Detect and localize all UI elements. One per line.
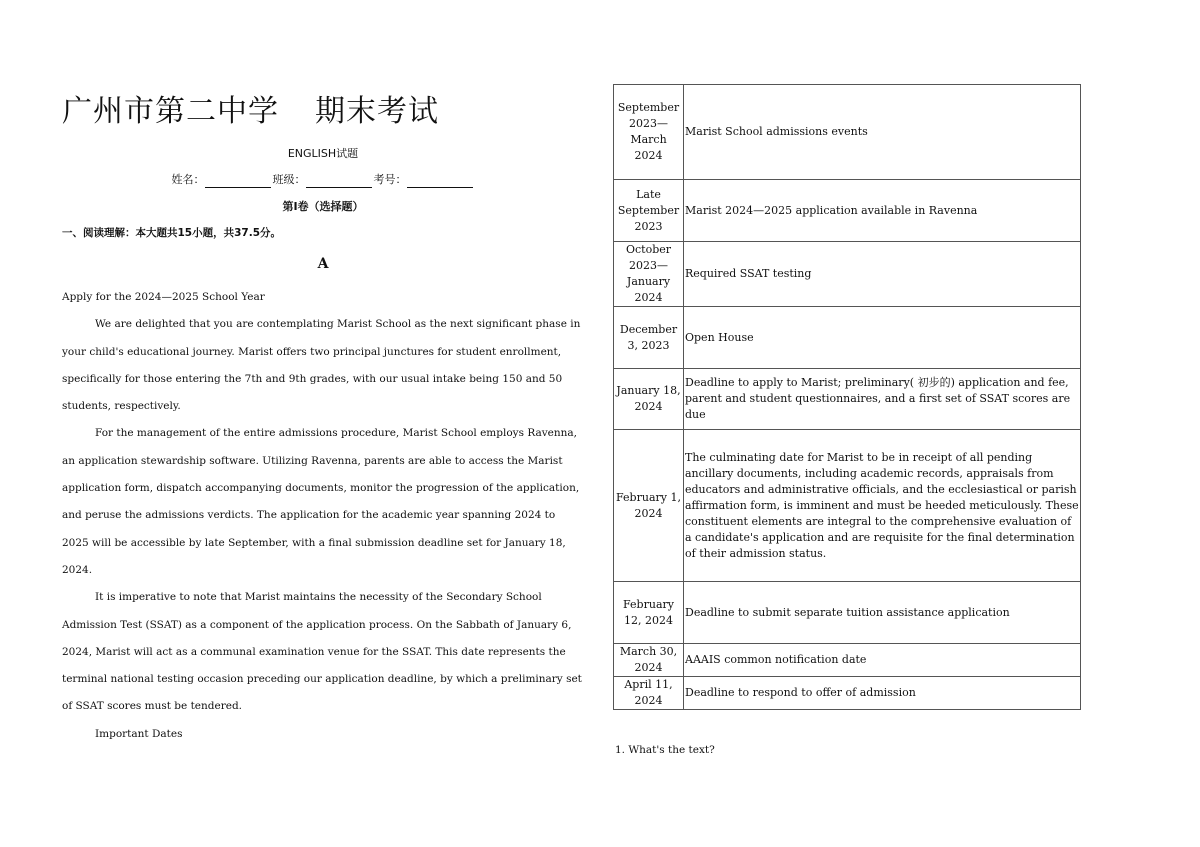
table-row — [614, 430, 1081, 582]
exam-name: 期末考试 — [315, 94, 439, 129]
name-blank — [205, 175, 271, 188]
event-cell: Deadline to apply to Marist; preliminary( 初步的) application and fee, parent and student questionnaires, and a first set of SSAT scores are due — [684, 369, 1081, 430]
number-label: 考号： — [373, 173, 407, 186]
table-row — [614, 369, 1081, 430]
event-cell: Deadline to submit separate tuition assistance application — [684, 582, 1081, 644]
table-row — [614, 582, 1081, 644]
date-cell: Late September 2023 — [614, 180, 684, 242]
exam-header-title — [62, 92, 584, 132]
event-cell: Marist 2024—2025 application available in Ravenna — [684, 180, 1081, 242]
event-cell: The culminating date for Marist to be in receipt of all pending ancillary documents, including academic records, appraisals from educators and administrative officials, and the ecclesiastical or parish affirmation form, is imminent and must be heeded meticulously. These constituent elements are integral to the comprehensive evaluation of a candidate's application and are requisite for the final determination of their admission status. — [684, 430, 1081, 582]
class-label: 班级： — [272, 173, 306, 186]
class-blank — [306, 175, 372, 188]
passage-paragraph: For the management of the entire admissions procedure, Marist School employs Ravenna, an application stewardship software. Utilizing Ravenna, parents are able to access the Marist application form, dispatch accompanying documents, monitor the progression of the application, and peruse the admissions verdicts. The application for the academic year spanning 2024 to 2025 will be accessible by late September, with a final submission deadline set for January 18, 2024. — [62, 427, 580, 576]
school-name: 广州市第二中学 — [62, 94, 279, 129]
date-cell: January 18, 2024 — [614, 369, 684, 430]
date-cell: April 11, 2024 — [614, 677, 684, 710]
event-cell: Required SSAT testing — [684, 242, 1081, 307]
date-cell: February 1, 2024 — [614, 430, 684, 582]
event-cell: Open House — [684, 307, 1081, 369]
event-cell: Marist School admissions events — [684, 85, 1081, 180]
important-dates-table — [613, 84, 1081, 710]
event-cell: AAAIS common notification date — [684, 644, 1081, 677]
important-dates-label: Important Dates — [95, 727, 183, 740]
table-row — [614, 644, 1081, 677]
table-row — [614, 85, 1081, 180]
date-cell: March 30, 2024 — [614, 644, 684, 677]
date-cell: December 3, 2023 — [614, 307, 684, 369]
left-column — [62, 92, 584, 748]
passage-paragraph: We are delighted that you are contemplating Marist School as the next significant phase in your child's educational journey. Marist offers two principal junctures for student enrollment, specifically for those entering the 7th and 9th grades, with our usual intake being 150 and 50 students, respectively. — [62, 318, 581, 413]
passage-letter: A — [317, 256, 329, 272]
student-info-line — [62, 172, 584, 188]
table-row — [614, 242, 1081, 307]
exam-subject: ENGLISH试题 — [287, 147, 359, 160]
date-cell: October 2023—January 2024 — [614, 242, 684, 307]
table-row — [614, 677, 1081, 710]
table-row — [614, 307, 1081, 369]
name-label: 姓名： — [171, 173, 205, 186]
passage-paragraph: It is imperative to note that Marist maintains the necessity of the Secondary School Admission Test (SSAT) as a component of the application process. On the Sabbath of January 6, 2024, Marist will act as a communal examination venue for the SSAT. This date represents the terminal national testing occasion preceding our application deadline, by which a preliminary set of SSAT scores must be tendered. — [62, 591, 582, 713]
date-cell: February 12, 2024 — [614, 582, 684, 644]
date-cell: September 2023—March 2024 — [614, 85, 684, 180]
volume-title: 第Ⅰ卷（选择题） — [282, 200, 364, 213]
table-row — [614, 180, 1081, 242]
number-blank — [407, 175, 473, 188]
question-1: 1. What's the text? — [615, 744, 715, 756]
section-heading: 一、阅读理解：本大题共15小题，共37.5分。 — [62, 227, 282, 239]
passage-title: Apply for the 2024—2025 School Year — [62, 291, 265, 303]
event-cell: Deadline to respond to offer of admission — [684, 677, 1081, 710]
